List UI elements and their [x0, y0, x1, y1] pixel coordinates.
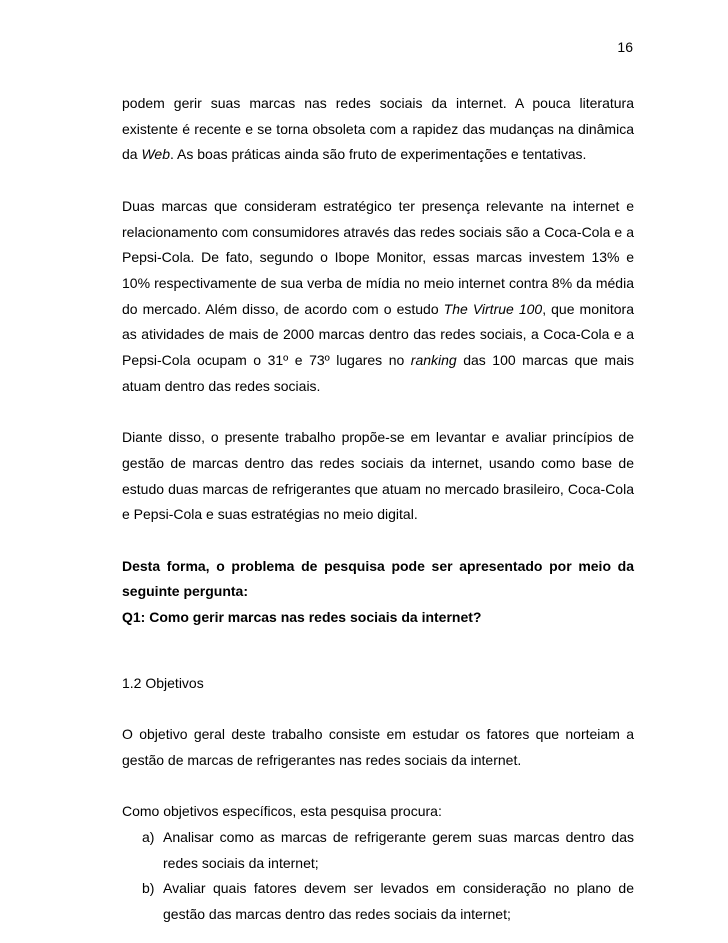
paragraph-general-objective: O objetivo geral deste trabalho consiste em estudar os fatores que norteiam a gestão de marcas de refrigerantes nas redes sociais da internet. [122, 726, 634, 768]
list-item [122, 876, 634, 927]
list-item [122, 825, 634, 876]
list-marker: a) [142, 828, 155, 845]
study-title: The Virtrue 100 [443, 300, 543, 317]
web-emphasis: Web [141, 146, 171, 163]
specific-objectives-intro: Como objetivos específicos, esta pesquisa procura: [122, 803, 442, 820]
list-item-text: Avaliar quais fatores devem ser levados em consideração no plano de gestão das marcas dentro das redes sociais da internet; [163, 880, 634, 923]
section-heading: 1.2 Objetivos [122, 674, 204, 691]
problem-statement: Desta forma, o problema de pesquisa pode ser apresentado por meio da seguinte pergunta: [122, 557, 634, 600]
page-number: 16 [617, 39, 633, 55]
paragraph-proposal: Diante disso, o presente trabalho propõe-se em levantar e avaliar princípios de gestão de marcas dentro das redes sociais da internet, usando como base de estudo duas marcas de refrigerantes que atuam no mercado brasileiro, Coca-Cola e Pepsi-Cola e suas estratégias no meio digital. [122, 429, 634, 523]
list-marker: b) [142, 880, 155, 897]
research-question: Q1: Como gerir marcas nas redes sociais da internet? [122, 609, 482, 626]
paragraph-brands: Duas marcas que consideram estratégico ter presença relevante na internet e relacionamento com consumidores através das redes sociais são a Coca-Cola e a Pepsi-Cola. De fato, segundo o Ibope Monitor, essas marcas investem 13% e 10% respectivamente de sua verba de mídia no meio internet contra 8% da média do mercado. Além disso, de acordo com o estudo The Virtrue 100, que monitora as atividades de mais de 2000 marcas dentro das redes sociais, a Coca-Cola e a Pepsi-Cola ocupam o 31º e 73º lugares no ranking das 100 marcas que mais atuam dentro das redes sociais. [122, 197, 635, 394]
page-body [122, 91, 634, 928]
ranking-emphasis: ranking [410, 352, 457, 369]
objectives-list [122, 825, 634, 928]
list-item-text: Analisar como as marcas de refrigerante gerem suas marcas dentro das redes sociais da internet; [163, 828, 634, 871]
paragraph-intro: podem gerir suas marcas nas redes sociais da internet. A pouca literatura existente é recente e se torna obsoleta com a rapidez das mudanças na dinâmica da Web. As boas práticas ainda são fruto de experimentações e tentativas. [122, 95, 634, 163]
